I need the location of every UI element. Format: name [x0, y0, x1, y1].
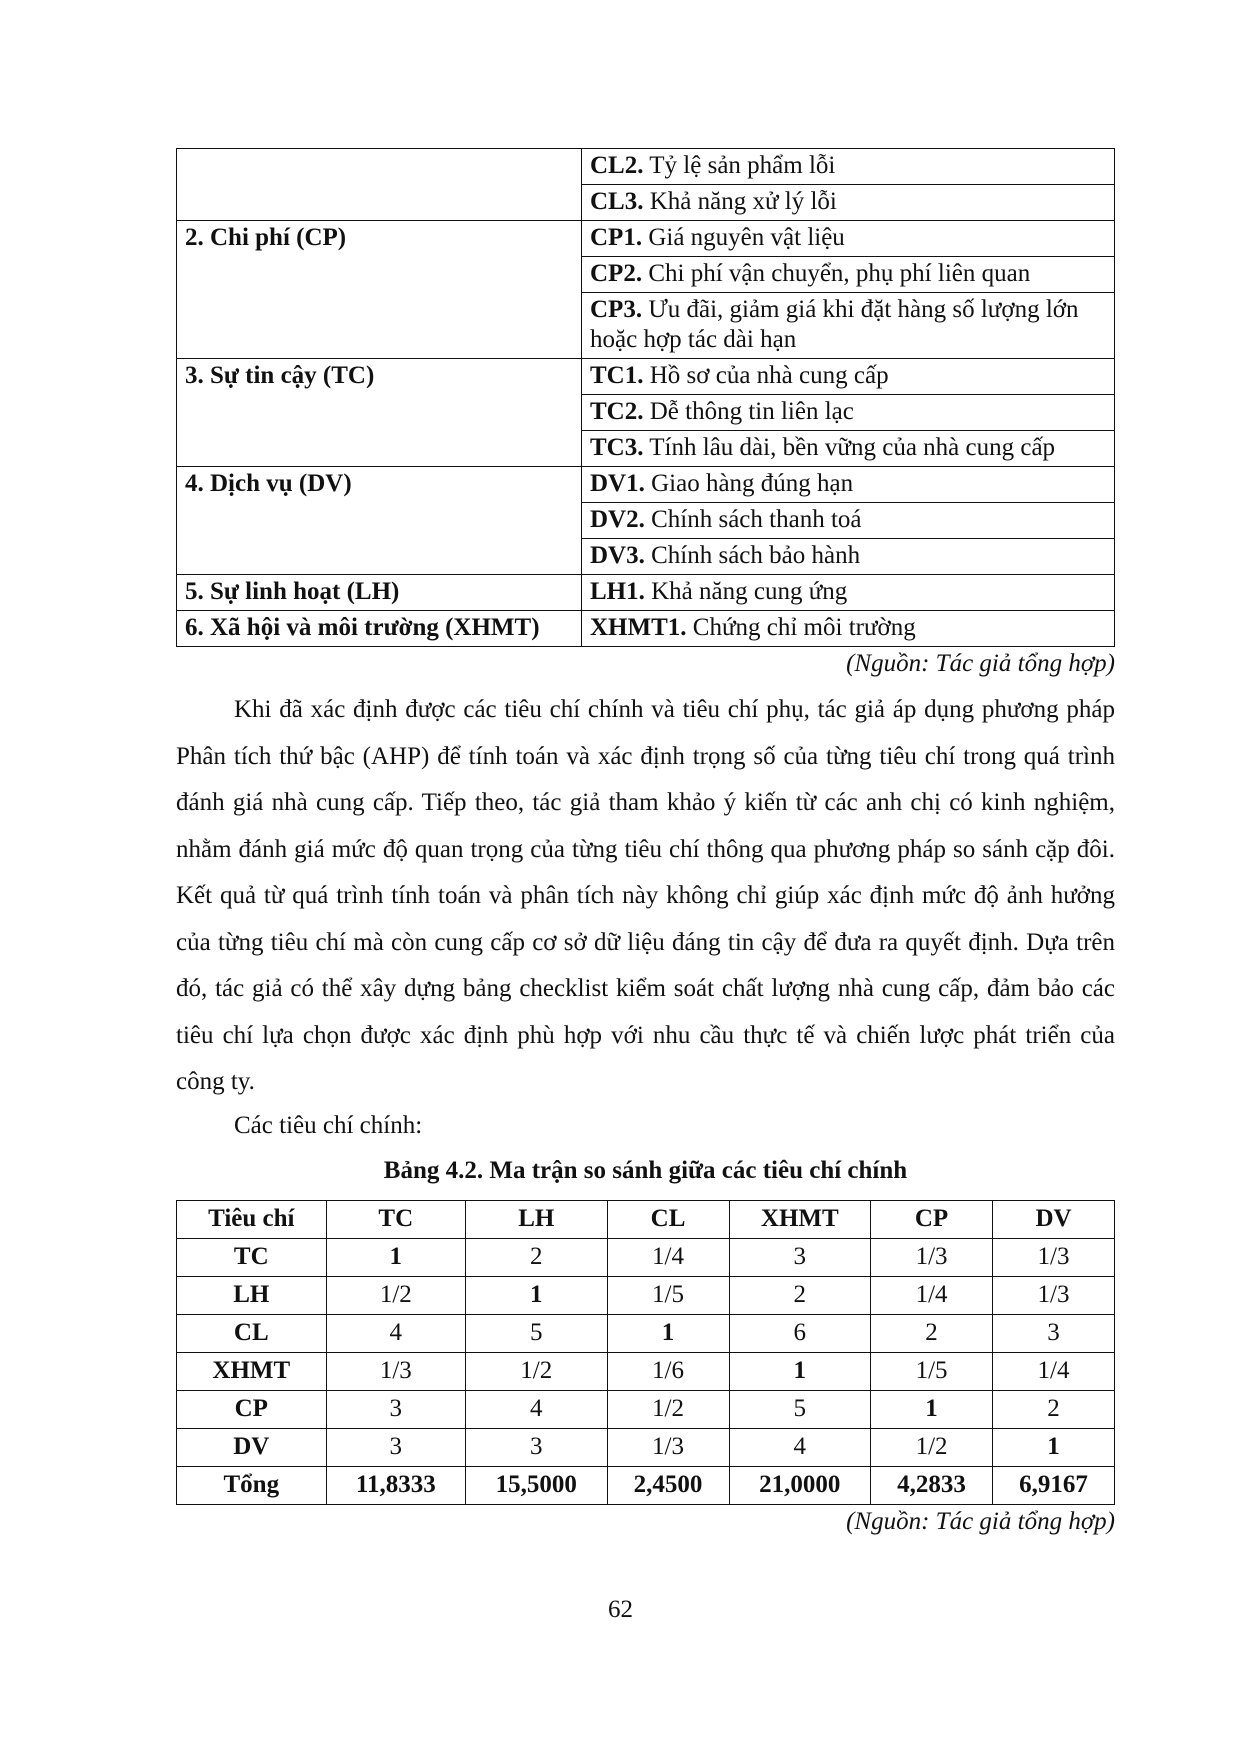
- sub-criterion-code: CP2.: [590, 260, 643, 287]
- sub-criterion-cell: [582, 185, 1115, 221]
- matrix-cell: 6: [729, 1314, 871, 1352]
- sub-criterion-code: DV2.: [590, 506, 645, 533]
- matrix-cell: 3: [465, 1428, 607, 1466]
- sub-criterion-cell: [582, 539, 1115, 575]
- matrix-total-cell: 15,5000: [465, 1466, 607, 1504]
- sub-criterion-text: Chính sách bảo hành: [644, 542, 861, 569]
- main-criterion-cell: 3. Sự tin cậy (TC): [177, 359, 582, 467]
- sub-criterion-code: LH1.: [590, 578, 645, 605]
- sub-criterion-cell: [582, 293, 1115, 359]
- matrix-cell: 1: [326, 1238, 465, 1276]
- matrix-cell: 3: [326, 1390, 465, 1428]
- matrix-row: [177, 1314, 1115, 1352]
- matrix-cell: 1/3: [993, 1238, 1115, 1276]
- matrix-row: [177, 1428, 1115, 1466]
- sub-criterion-code: DV1.: [590, 470, 645, 497]
- sub-criterion-cell: [582, 611, 1115, 647]
- matrix-cell: 1: [465, 1276, 607, 1314]
- matrix-total-row: [177, 1466, 1115, 1504]
- comparison-matrix-table: [176, 1200, 1115, 1505]
- matrix-header-row: [177, 1200, 1115, 1238]
- matrix-total-cell: 6,9167: [993, 1466, 1115, 1504]
- lead-in-text: Các tiêu chí chính:: [234, 1111, 423, 1139]
- matrix-row-label: DV: [177, 1428, 327, 1466]
- matrix-header-cell: LH: [465, 1200, 607, 1238]
- page-number: 62: [608, 1596, 633, 1623]
- criteria-row: [177, 221, 1115, 257]
- matrix-cell: 1/4: [607, 1238, 729, 1276]
- sub-criterion-text: Chứng chỉ môi trường: [686, 614, 916, 641]
- sub-criterion-cell: [582, 575, 1115, 611]
- matrix-total-cell: 11,8333: [326, 1466, 465, 1504]
- matrix-cell: 3: [326, 1428, 465, 1466]
- matrix-table-title: Bảng 4.2. Ma trận so sánh giữa các tiêu chí chính: [383, 1156, 908, 1184]
- matrix-cell: 2: [993, 1390, 1115, 1428]
- sub-criterion-text: Khả năng cung ứng: [644, 578, 848, 605]
- matrix-cell: 1/2: [326, 1276, 465, 1314]
- matrix-cell: 1/5: [871, 1352, 993, 1390]
- matrix-cell: 5: [465, 1314, 607, 1352]
- criteria-table: [176, 148, 1115, 647]
- sub-criterion-cell: [582, 359, 1115, 395]
- matrix-table-source: (Nguồn: Tác giả tổng hợp): [846, 1507, 1115, 1535]
- sub-criterion-text: Giá nguyên vật liệu: [642, 224, 845, 251]
- main-criterion-cell: 5. Sự linh hoạt (LH): [177, 575, 582, 611]
- matrix-row: [177, 1352, 1115, 1390]
- sub-criterion-text: Ưu đãi, giảm giá khi đặt hàng số lượng lớn hoặc hợp tác dài hạn: [590, 296, 1079, 353]
- matrix-cell: 1: [871, 1390, 993, 1428]
- matrix-total-cell: Tổng: [177, 1466, 327, 1504]
- matrix-cell: 2: [729, 1276, 871, 1314]
- matrix-cell: 1/3: [607, 1428, 729, 1466]
- sub-criterion-text: Dễ thông tin liên lạc: [643, 398, 854, 425]
- sub-criterion-cell: [582, 467, 1115, 503]
- matrix-cell: 3: [993, 1314, 1115, 1352]
- matrix-cell: 1/3: [871, 1238, 993, 1276]
- sub-criterion-code: CL2.: [590, 152, 644, 179]
- matrix-cell: 1: [607, 1314, 729, 1352]
- matrix-row-label: XHMT: [177, 1352, 327, 1390]
- criteria-row: [177, 149, 1115, 185]
- sub-criterion-text: Hồ sơ của nhà cung cấp: [643, 362, 889, 389]
- sub-criterion-code: TC3.: [590, 434, 644, 461]
- matrix-cell: 1/4: [993, 1352, 1115, 1390]
- sub-criterion-code: XHMT1.: [590, 614, 687, 641]
- matrix-header-cell: XHMT: [729, 1200, 871, 1238]
- sub-criterion-code: CL3.: [590, 188, 644, 215]
- criteria-row: [177, 611, 1115, 647]
- matrix-cell: 1/3: [326, 1352, 465, 1390]
- matrix-cell: 4: [326, 1314, 465, 1352]
- matrix-row-label: CL: [177, 1314, 327, 1352]
- main-criterion-cell: 6. Xã hội và môi trường (XHMT): [177, 611, 582, 647]
- matrix-cell: 3: [729, 1238, 871, 1276]
- matrix-cell: 1/2: [465, 1352, 607, 1390]
- sub-criterion-code: CP3.: [590, 296, 643, 323]
- main-criterion-cell: 4. Dịch vụ (DV): [177, 467, 582, 575]
- matrix-total-cell: 2,4500: [607, 1466, 729, 1504]
- matrix-row: [177, 1276, 1115, 1314]
- matrix-cell: 2: [871, 1314, 993, 1352]
- matrix-total-cell: 4,2833: [871, 1466, 993, 1504]
- sub-criterion-cell: [582, 149, 1115, 185]
- matrix-cell: 5: [729, 1390, 871, 1428]
- matrix-cell: 1/4: [871, 1276, 993, 1314]
- sub-criterion-text: Khả năng xử lý lỗi: [643, 188, 837, 215]
- criteria-row: [177, 359, 1115, 395]
- sub-criterion-cell: [582, 431, 1115, 467]
- sub-criterion-code: TC1.: [590, 362, 644, 389]
- sub-criterion-text: Tỷ lệ sản phẩm lỗi: [643, 152, 836, 179]
- main-criterion-cell: [177, 149, 582, 221]
- sub-criterion-cell: [582, 503, 1115, 539]
- sub-criterion-cell: [582, 221, 1115, 257]
- matrix-cell: 1/2: [871, 1428, 993, 1466]
- matrix-cell: 1: [729, 1352, 871, 1390]
- matrix-header-cell: CL: [607, 1200, 729, 1238]
- matrix-header-cell: CP: [871, 1200, 993, 1238]
- matrix-cell: 4: [729, 1428, 871, 1466]
- matrix-cell: 1/6: [607, 1352, 729, 1390]
- matrix-row-label: CP: [177, 1390, 327, 1428]
- sub-criterion-cell: [582, 257, 1115, 293]
- sub-criterion-text: Giao hàng đúng hạn: [644, 470, 854, 497]
- sub-criterion-cell: [582, 395, 1115, 431]
- matrix-cell: 1/2: [607, 1390, 729, 1428]
- matrix-cell: 2: [465, 1238, 607, 1276]
- matrix-header-cell: TC: [326, 1200, 465, 1238]
- sub-criterion-code: CP1.: [590, 224, 643, 251]
- matrix-cell: 1: [993, 1428, 1115, 1466]
- matrix-row: [177, 1238, 1115, 1276]
- main-criterion-cell: 2. Chi phí (CP): [177, 221, 582, 359]
- matrix-row: [177, 1390, 1115, 1428]
- body-paragraph: Khi đã xác định được các tiêu chí chính và tiêu chí phụ, tác giả áp dụng phương pháp Phân tích thứ bậc (AHP) để tính toán và xác định trọng số của từng tiêu chí trong quá trình đánh giá nhà cung cấp. Tiếp theo, tác giả tham khảo ý kiến từ các anh chị có kinh nghiệm, nhằm đánh giá mức độ quan trọng của từng tiêu chí thông qua phương pháp so sánh cặp đôi. Kết quả từ quá trình tính toán và phân tích này không chỉ giúp xác định mức độ ảnh hưởng của từng tiêu chí mà còn cung cấp cơ sở dữ liệu đáng tin cậy để đưa ra quyết định. Dựa trên đó, tác giả có thể xây dựng bảng checklist kiểm soát chất lượng nhà cung cấp, đảm bảo các tiêu chí lựa chọn được xác định phù hợp với nhu cầu thực tế và chiến lược phát triển của công ty.: [176, 696, 1115, 1095]
- criteria-row: [177, 575, 1115, 611]
- matrix-row-label: TC: [177, 1238, 327, 1276]
- matrix-header-cell: DV: [993, 1200, 1115, 1238]
- matrix-cell: 4: [465, 1390, 607, 1428]
- criteria-row: [177, 467, 1115, 503]
- document-page: [176, 148, 1115, 1537]
- sub-criterion-code: TC2.: [590, 398, 644, 425]
- matrix-cell: 1/5: [607, 1276, 729, 1314]
- sub-criterion-text: Tính lâu dài, bền vững của nhà cung cấp: [643, 434, 1056, 461]
- criteria-table-source: (Nguồn: Tác giả tổng hợp): [846, 650, 1115, 677]
- sub-criterion-code: DV3.: [590, 542, 645, 569]
- matrix-header-cell: Tiêu chí: [177, 1200, 327, 1238]
- matrix-row-label: LH: [177, 1276, 327, 1314]
- sub-criterion-text: Chi phí vận chuyển, phụ phí liên quan: [642, 260, 1031, 287]
- matrix-cell: 1/3: [993, 1276, 1115, 1314]
- sub-criterion-text: Chính sách thanh toá: [644, 506, 862, 533]
- matrix-total-cell: 21,0000: [729, 1466, 871, 1504]
